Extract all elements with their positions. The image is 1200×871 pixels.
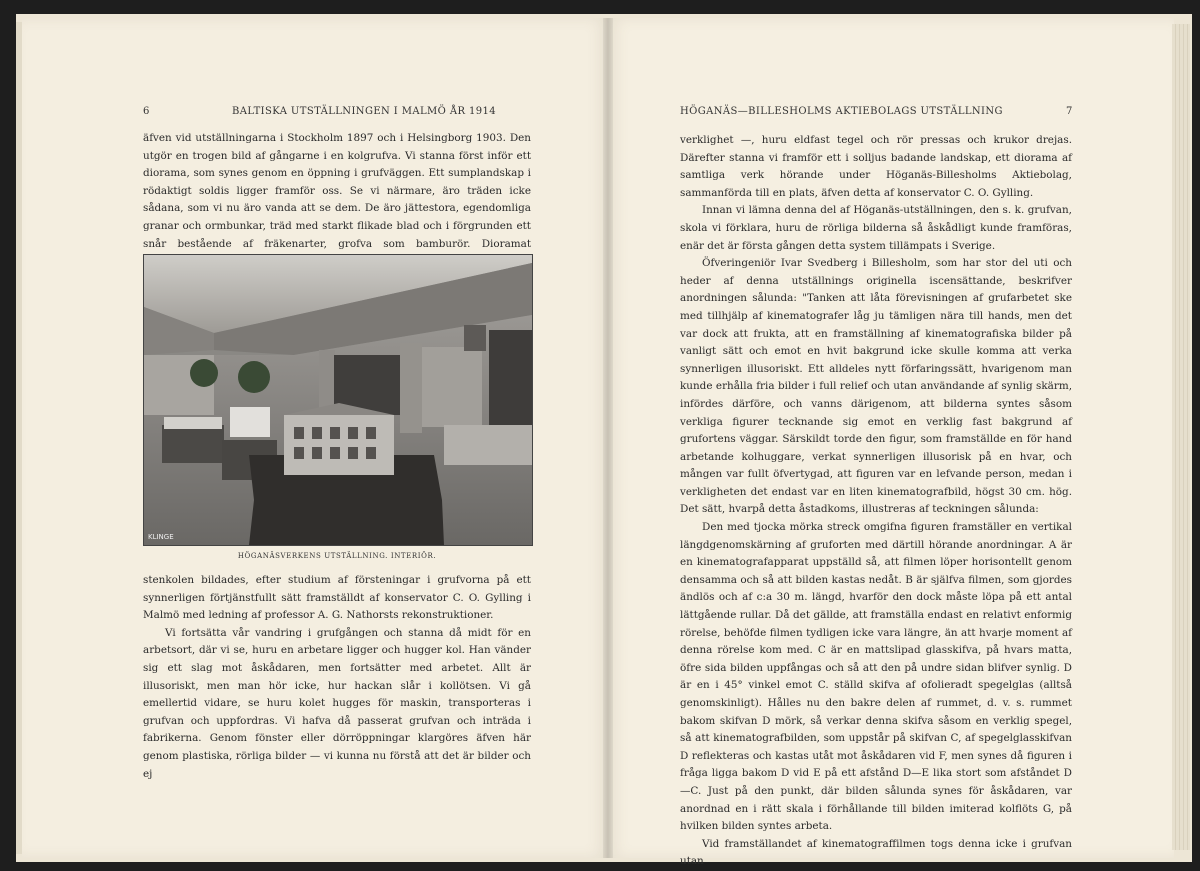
paragraph: Innan vi lämna denna del af Höganäs-utställningen, den s. k. grufvan, skola vi förklara, huru de rörliga bilderna så åskådligt kunde framföras, enär det är första gången detta system tillämpats i Sverige. <box>680 204 1072 252</box>
book-gutter <box>603 18 613 858</box>
exhibition-interior-photo <box>143 254 533 546</box>
right-page-edges <box>1172 24 1190 850</box>
right-page-number: 7 <box>1066 106 1073 117</box>
right-running-header: HÖGANÄS—BILLESHOLMS AKTIEBOLAGS UTSTÄLLNING <box>680 106 1003 117</box>
paragraph: Vi fortsätta vår vandring i grufgången och stanna då midt för en arbetsort, där vi se, huru en arbetare ligger och hugger kol. Han vänder sig ett slag mot åskådaren, men fortsätter med arbetet. Allt är illusoriskt, men man hör icke, hur hackan slår i kollötsen. Vi gå emellertid vidare, se huru kolet hugges för maskin, transporteras i grufvan och uppfordras. Vi hafva då passerat grufvan och inträda i fabrikerna. Genom fönster eller dörröppningar klargöres äfven här genom plastiska, rörliga bilder — vi kunna nu förstå att det är bilder och ej <box>143 626 531 780</box>
left-running-header: BALTISKA UTSTÄLLNINGEN I MALMÖ ÅR 1914 <box>232 106 496 117</box>
photo-stamp: KLINGE <box>148 533 174 541</box>
paragraph: stenkolen bildades, efter studium af försteningar i grufvorna på ett synnerligen förtjänstfullt sätt framställdt af konservator C. O. Gylling i Malmö med ledning af professor A. G. Nathorsts rekonstruktioner. <box>143 574 531 622</box>
left-bottom-text <box>143 572 531 783</box>
left-page-number: 6 <box>143 106 150 117</box>
paragraph: Vid framställandet af kinematograffilmen togs denna icke i grufvan utan <box>680 837 1072 868</box>
paragraph: verklighet —, huru eldfast tegel och rör pressas och krukor drejas. Därefter stanna vi framför ett i solljus badande landskap, ett diorama af samtliga verk hörande under Höganäs-Billesholms Aktiebolag, sammanförda till en plats, äfven detta af konservator C. O. Gylling. <box>680 134 1072 199</box>
photo-caption: HÖGANÄSVERKENS UTSTÄLLNING. INTERIÖR. <box>237 552 437 560</box>
right-body-text <box>680 132 1072 871</box>
left-top-paragraph <box>143 130 531 271</box>
paragraph: Öfveringeniör Ivar Svedberg i Billesholm, som har stor del uti och heder af denna utställnings originella iscensättande, beskrifver anordningen sålunda: "Tanken att låta förevisningen af grufarbetet ske med tillhjälp af kinematografer låg ju tämligen nära till hands, men det var dock att frukta, att en framställning af kinematografiska bilder på vanligt sätt och emot en hvit bakgrund icke skulle komma att verka synnerligen illusoriskt. Ett alldeles nytt förfaringssätt, hvarigenom man kunde erhålla fria bilder i full relief och utan användande af synlig skärm, infördes därföre, och vanns därigenom, att bilderna syntes såsom verkliga figurer tecknande sig emot en verklig fast bakgrund af grufortens väggar. Särskildt torde den figur, som framställde en för hand arbetande kolhuggare, verkat synnerligen illusorisk på en hvar, och mången var fullt öfvertygad, att figuren var en lefvande person, medan i verkligheten det endast var en liten kinematografbild, högst 30 cm. hög. Det sätt, hvarpå detta åstadkoms, illustreras af teckningen sålunda: <box>680 257 1072 516</box>
paragraph: äfven vid utställningarna i Stockholm 1897 och i Helsingborg 1903. Den utgör en trogen bild af gångarne i en kolgrufva. Vi stanna först inför ett diorama, som synes genom en öppning i grufväggen. Ett sumplandskap i rödaktigt soldis ligger framför oss. Se vi närmare, äro träden icke sådana, som vi nu äro vanda att se dem. De äro jättestora, egendomliga granar och ormbunkar, träd med starkt flikade blad och i förgrunden ett snår bestående af fräkenarter, grofva som bamburör. Dioramat <box>143 132 531 250</box>
paragraph: Den med tjocka mörka streck omgifna figuren framställer en vertikal längdgenomskärning af gruforten med därtill hörande anordningar. A är en kinematografapparat uppställd så, att filmen löper horisontellt genom densamma och så att bilden kastas nedåt. B är själfva filmen, som gjordes ändlös och af c:a 30 m. längd, hvarför den dock måste löpa på ett antal lättgående rullar. Då det gällde, att framställa endast en relativt enformig rörelse, behöfde filmen tydligen icke vara längre, än att hvarje moment af denna rörelse kom med. C är en mattslipad glasskifva, på hvars matta, öfre sida bilden uppfångas och så att den på undre sidan blifver synlig. D är en i 45° vinkel emot C. ställd skifva af ofolieradt spegelglas (alltså genomskinligt). Hålles nu den bakre delen af rummet, d. v. s. rummet bakom skifvan D mörk, så verkar denna skifva såsom en verklig spegel, så att kinematografbilden, som uppstår på skifvan C, af spegelglasskifvan D reflekteras och kastas utåt mot åskådaren vid F, men synes då figuren i fråga ligga bakom D vid E på ett afstånd D—E lika stort som afståndet D—C. Just på den punkt, där bilden sålunda synes för åskådaren, var anordnad en i rätt skala i förhållande till bilden imiterad kolflöts G, på hvilken bilden syntes arbeta. <box>680 521 1072 833</box>
